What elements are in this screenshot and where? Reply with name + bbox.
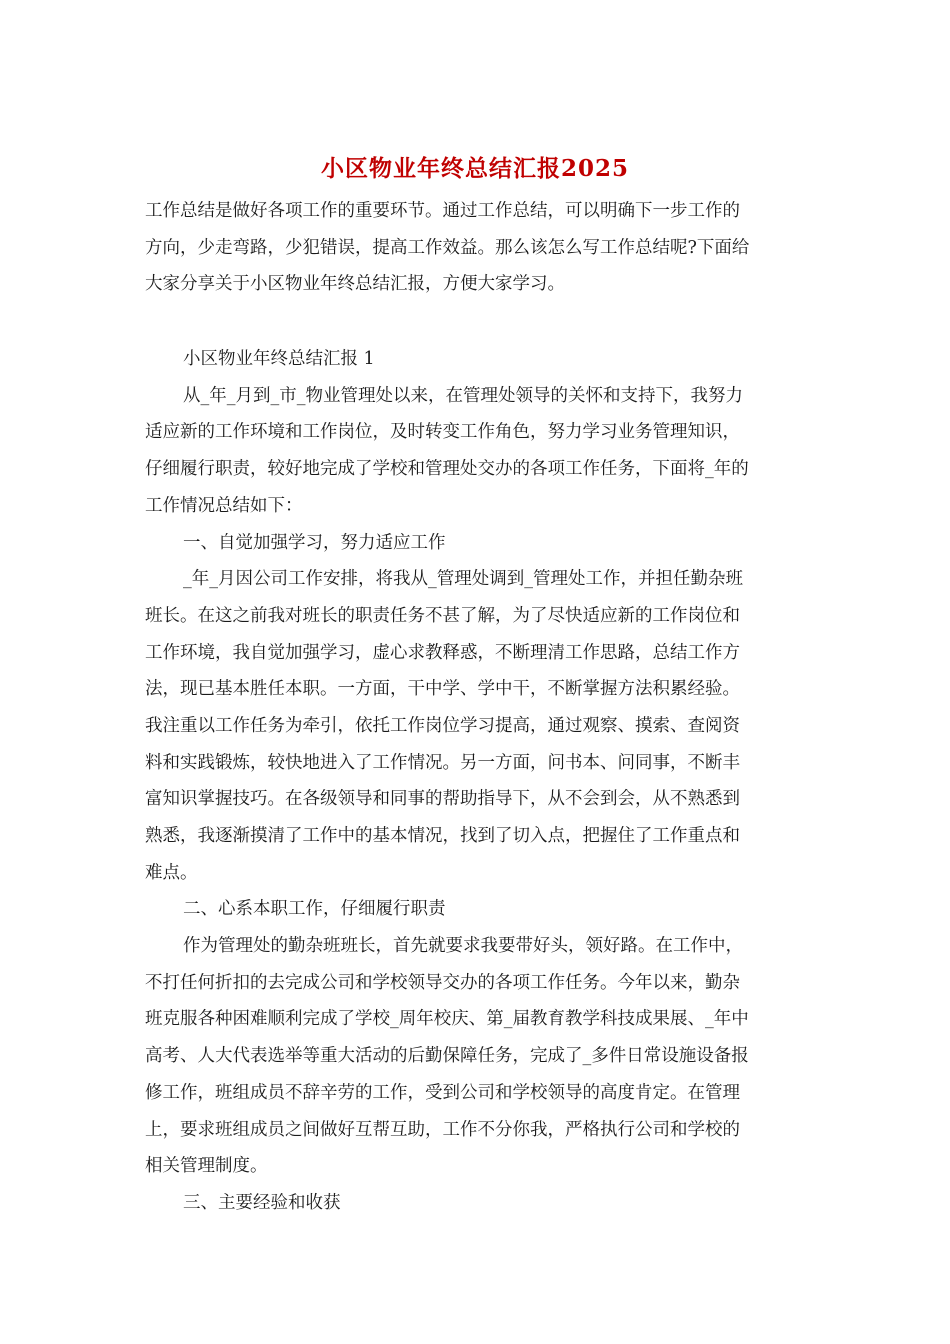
heading-1: 一、自觉加强学习，努力适应工作 <box>183 532 446 553</box>
paragraph-line: 作为管理处的勤杂班班长，首先就要求我要带好头，领好路。在工作中， <box>183 936 743 957</box>
paragraph-line: 不打任何折扣的去完成公司和学校领导交办的各项工作任务。今年以来，勤杂 <box>145 972 740 993</box>
intro-paragraph <box>145 193 805 303</box>
paragraph-line: 适应新的工作环境和工作岗位，及时转变工作角色，努力学习业务管理知识， <box>145 422 740 443</box>
document-title: 小区物业年终总结汇报2025 <box>320 155 629 182</box>
paragraph-line: 上，要求班组成员之间做好互帮互助，工作不分你我，严格执行公司和学校的 <box>145 1119 740 1140</box>
paragraph-3 <box>145 928 805 1185</box>
heading-2: 二、心系本职工作，仔细履行职责 <box>183 899 446 920</box>
heading-3: 三、主要经验和收获 <box>183 1192 341 1213</box>
paragraph-1 <box>145 378 805 525</box>
paragraph-line: 难点。 <box>145 862 198 883</box>
paragraph-line: 富知识掌握技巧。在各级领导和同事的帮助指导下，从不会到会，从不熟悉到 <box>145 789 740 810</box>
intro-line: 大家分享关于小区物业年终总结汇报，方便大家学习。 <box>145 274 565 295</box>
paragraph-line: 仔细履行职责，较好地完成了学校和管理处交办的各项工作任务，下面将_年的 <box>145 459 749 480</box>
paragraph-line: 料和实践锻炼，较快地进入了工作情况。另一方面，问书本、问同事，不断丰 <box>145 752 740 773</box>
paragraph-gap <box>145 303 805 341</box>
paragraph-line: 工作情况总结如下： <box>145 495 303 516</box>
document-body <box>145 193 805 1222</box>
paragraph-line: 从_年_月到_市_物业管理处以来，在管理处领导的关怀和支持下，我努力 <box>183 385 743 406</box>
paragraph-line: _年_月因公司工作安排，将我从_管理处调到_管理处工作，并担任勤杂班 <box>183 569 743 590</box>
paragraph-line: 相关管理制度。 <box>145 1156 268 1177</box>
intro-line: 工作总结是做好各项工作的重要环节。通过工作总结，可以明确下一步工作的 <box>145 201 740 221</box>
section-title: 小区物业年终总结汇报 1 <box>183 349 375 370</box>
paragraph-line: 班克服各种困难顺利完成了学校_周年校庆、第_届教育教学科技成果展、_年中 <box>145 1009 749 1030</box>
paragraph-line: 熟悉，我逐渐摸清了工作中的基本情况，找到了切入点，把握住了工作重点和 <box>145 826 740 846</box>
paragraph-line: 班长。在这之前我对班长的职责任务不甚了解，为了尽快适应新的工作岗位和 <box>145 605 740 626</box>
intro-line: 方向，少走弯路，少犯错误，提高工作效益。那么该怎么写工作总结呢?下面给 <box>145 237 750 258</box>
paragraph-line: 我注重以工作任务为牵引，依托工作岗位学习提高，通过观察、摸索、查阅资 <box>145 715 740 736</box>
paragraph-2 <box>145 561 805 891</box>
paragraph-line: 工作环境，我自觉加强学习，虚心求教释惑，不断理清工作思路，总结工作方 <box>145 642 740 663</box>
paragraph-line: 法，现已基本胜任本职。一方面，干中学、学中干，不断掌握方法积累经验。 <box>145 679 740 700</box>
paragraph-line: 修工作，班组成员不辞辛劳的工作，受到公司和学校领导的高度肯定。在管理 <box>145 1082 740 1103</box>
paragraph-line: 高考、人大代表选举等重大活动的后勤保障任务，完成了_多件日常设施设备报 <box>145 1046 749 1067</box>
